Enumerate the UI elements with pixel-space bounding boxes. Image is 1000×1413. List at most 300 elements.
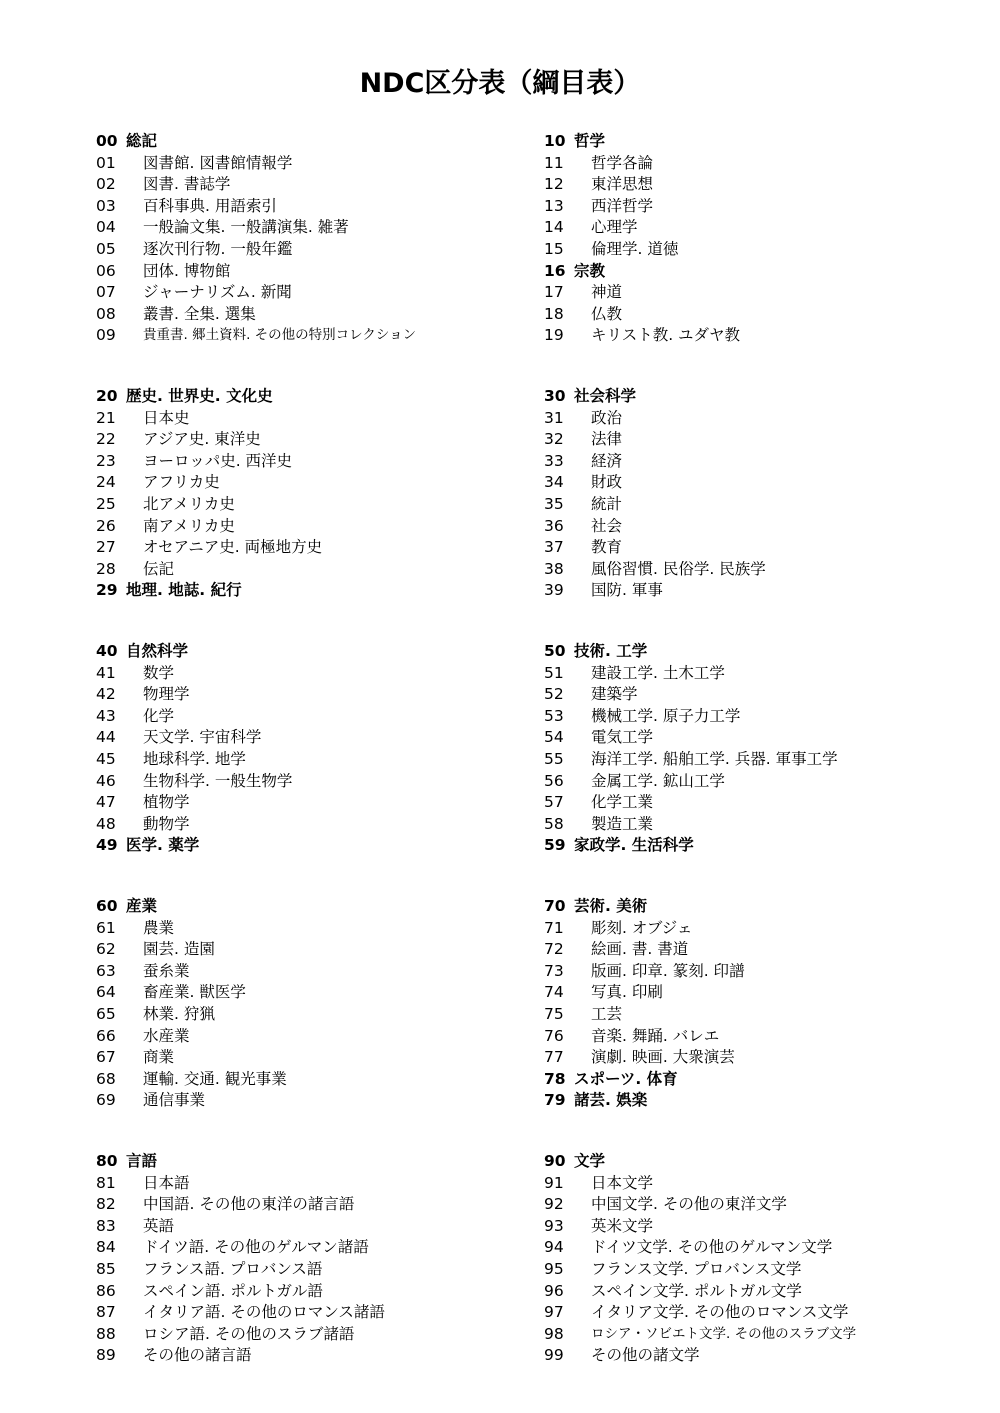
- class-row: [544, 1237, 956, 1259]
- class-label: アジア史. 東洋史: [143, 430, 261, 449]
- class-label: 水産業: [143, 1026, 190, 1045]
- class-code: 20: [96, 387, 118, 405]
- class-row: [544, 1281, 956, 1303]
- class-label: 園芸. 造園: [143, 940, 215, 959]
- class-code: 27: [96, 538, 116, 557]
- class-code: 60: [96, 897, 118, 915]
- class-code: 25: [96, 494, 116, 513]
- class-row: [96, 217, 544, 239]
- class-label: 海洋工学. 船舶工学. 兵器. 軍事工学: [591, 749, 838, 768]
- class-code: 47: [96, 793, 116, 812]
- class-code: 71: [544, 918, 564, 937]
- class-code: 38: [544, 559, 564, 578]
- class-code: 34: [544, 473, 564, 492]
- class-code: 03: [96, 196, 116, 215]
- class-code: 33: [544, 451, 564, 470]
- class-row: [96, 1345, 544, 1367]
- class-code: 00: [96, 132, 118, 150]
- class-label: 演劇. 映画. 大衆演芸: [591, 1048, 735, 1067]
- class-row: [544, 537, 956, 559]
- class-label: イタリア文学. その他のロマンス文学: [591, 1303, 849, 1322]
- class-heading-row: [96, 580, 544, 602]
- class-heading-row: [96, 386, 544, 408]
- class-row: [96, 282, 544, 304]
- class-row: [96, 727, 544, 749]
- class-row: [544, 174, 956, 196]
- class-label: アフリカ史: [143, 473, 220, 492]
- class-row: [96, 559, 544, 581]
- class-block: [96, 1151, 544, 1406]
- class-row: [96, 1216, 544, 1238]
- class-code: 69: [96, 1091, 116, 1110]
- class-code: 68: [96, 1069, 116, 1088]
- class-code: 40: [96, 642, 118, 660]
- class-label: 植物学: [143, 793, 190, 812]
- class-row: [544, 982, 956, 1004]
- class-code: 06: [96, 261, 116, 280]
- class-heading-row: [544, 261, 956, 283]
- class-label: 東洋思想: [591, 175, 654, 194]
- class-code: 16: [544, 261, 566, 280]
- class-code: 66: [96, 1026, 116, 1045]
- class-code: 26: [96, 516, 116, 535]
- class-code: 51: [544, 663, 564, 682]
- class-code: 28: [96, 559, 116, 578]
- class-code: 82: [96, 1195, 116, 1214]
- class-row: [544, 1194, 956, 1216]
- class-label: 動物学: [143, 814, 190, 833]
- class-row: [96, 1090, 544, 1112]
- class-label: 南アメリカ史: [143, 516, 235, 535]
- class-label: 宗教: [574, 261, 606, 280]
- class-row: [544, 771, 956, 793]
- class-code: 46: [96, 771, 116, 790]
- class-code: 04: [96, 218, 116, 237]
- class-label: フランス文学. プロバンス文学: [591, 1259, 802, 1278]
- class-row: [96, 1173, 544, 1195]
- class-label: 版画. 印章. 篆刻. 印譜: [591, 961, 745, 980]
- class-label: 哲学各論: [591, 153, 654, 172]
- class-code: 57: [544, 793, 564, 812]
- class-code: 92: [544, 1195, 564, 1214]
- class-code: 53: [544, 706, 564, 725]
- class-heading-row: [544, 641, 956, 663]
- class-code: 42: [96, 685, 116, 704]
- class-label: 社会科学: [574, 387, 637, 405]
- class-label: その他の諸言語: [143, 1346, 252, 1365]
- class-code: 23: [96, 451, 116, 470]
- class-row: [96, 494, 544, 516]
- class-label: 天文学. 宇宙科学: [143, 728, 262, 747]
- class-label: 家政学. 生活科学: [574, 836, 694, 855]
- class-code: 95: [544, 1259, 564, 1278]
- class-label: スポーツ. 体育: [574, 1069, 678, 1088]
- class-row: [96, 1259, 544, 1281]
- class-code: 24: [96, 473, 116, 492]
- class-row: [544, 1047, 956, 1069]
- class-label: 社会: [591, 516, 623, 535]
- class-label: 経済: [591, 451, 623, 470]
- class-code: 62: [96, 940, 116, 959]
- class-heading-row: [544, 1069, 956, 1091]
- class-label: 北アメリカ史: [143, 494, 235, 513]
- class-code: 80: [96, 1152, 118, 1170]
- class-code: 54: [544, 728, 564, 747]
- class-row: [96, 792, 544, 814]
- class-label: 物理学: [143, 685, 190, 704]
- class-code: 81: [96, 1173, 116, 1192]
- class-label: 図書. 書誌学: [143, 175, 231, 194]
- class-code: 32: [544, 430, 564, 449]
- class-code: 89: [96, 1346, 116, 1365]
- class-code: 64: [96, 983, 116, 1002]
- class-row: [96, 408, 544, 430]
- class-code: 73: [544, 961, 564, 980]
- class-label: 商業: [143, 1048, 175, 1067]
- class-block: [544, 641, 956, 896]
- class-code: 91: [544, 1173, 564, 1192]
- class-heading-row: [544, 386, 956, 408]
- class-code: 97: [544, 1303, 564, 1322]
- class-label: 法律: [591, 430, 623, 449]
- class-code: 48: [96, 814, 116, 833]
- class-block: [544, 896, 956, 1151]
- class-row: [96, 939, 544, 961]
- class-row: [544, 1026, 956, 1048]
- class-code: 15: [544, 239, 564, 258]
- class-label: 化学工業: [591, 793, 654, 812]
- class-heading-row: [544, 1090, 956, 1112]
- class-row: [544, 451, 956, 473]
- class-code: 31: [544, 408, 564, 427]
- class-code: 86: [96, 1281, 116, 1300]
- class-label: ドイツ語. その他のゲルマン諸語: [143, 1238, 369, 1257]
- class-heading-row: [96, 896, 544, 918]
- class-block: [96, 641, 544, 896]
- class-row: [544, 429, 956, 451]
- class-row: [96, 451, 544, 473]
- class-label: 西洋哲学: [591, 196, 654, 215]
- class-row: [544, 792, 956, 814]
- class-row: [96, 429, 544, 451]
- class-row: [544, 1324, 956, 1346]
- class-code: 84: [96, 1238, 116, 1257]
- class-row: [96, 472, 544, 494]
- class-label: 図書館. 図書館情報学: [143, 153, 293, 172]
- class-row: [544, 217, 956, 239]
- class-label: 叢書. 全集. 選集: [143, 304, 256, 323]
- class-code: 76: [544, 1026, 564, 1045]
- class-heading-row: [96, 131, 544, 153]
- class-row: [96, 196, 544, 218]
- class-label: 数学: [143, 663, 175, 682]
- class-heading-row: [544, 1151, 956, 1173]
- class-row: [96, 814, 544, 836]
- class-code: 67: [96, 1048, 116, 1067]
- class-row: [544, 939, 956, 961]
- class-code: 10: [544, 132, 566, 150]
- class-label: ヨーロッパ史. 西洋史: [143, 451, 293, 470]
- class-row: [96, 1194, 544, 1216]
- class-label: 心理学: [591, 218, 638, 237]
- class-row: [96, 304, 544, 326]
- class-code: 55: [544, 749, 564, 768]
- class-label: オセアニア史. 両極地方史: [143, 538, 323, 557]
- class-label: 金属工学. 鉱山工学: [591, 771, 725, 790]
- class-heading-row: [544, 835, 956, 857]
- class-row: [96, 1004, 544, 1026]
- class-code: 77: [544, 1048, 564, 1067]
- class-code: 39: [544, 581, 564, 600]
- class-row: [96, 982, 544, 1004]
- class-label: 財政: [591, 473, 623, 492]
- class-code: 22: [96, 430, 116, 449]
- class-label: ジャーナリズム. 新聞: [143, 283, 292, 302]
- class-code: 74: [544, 983, 564, 1002]
- class-heading-row: [96, 1151, 544, 1173]
- class-label: 倫理学. 道徳: [591, 239, 679, 258]
- class-code: 50: [544, 642, 566, 660]
- class-code: 08: [96, 304, 116, 323]
- class-row: [96, 961, 544, 983]
- class-row: [544, 706, 956, 728]
- class-label: 一般論文集. 一般講演集. 雑著: [143, 218, 349, 237]
- class-block: [96, 896, 544, 1151]
- class-label: 言語: [126, 1152, 158, 1170]
- class-label: 建築学: [591, 685, 638, 704]
- class-label: 機械工学. 原子力工学: [591, 706, 741, 725]
- class-code: 78: [544, 1069, 566, 1088]
- class-code: 14: [544, 218, 564, 237]
- class-code: 02: [96, 175, 116, 194]
- class-row: [96, 153, 544, 175]
- class-row: [544, 1004, 956, 1026]
- class-row: [544, 239, 956, 261]
- class-row: [544, 559, 956, 581]
- class-row: [544, 663, 956, 685]
- class-row: [96, 771, 544, 793]
- class-label: 日本文学: [591, 1173, 654, 1192]
- class-label: 教育: [591, 538, 623, 557]
- class-heading-row: [544, 896, 956, 918]
- class-label: 蚕糸業: [143, 961, 190, 980]
- class-block: [544, 386, 956, 641]
- class-code: 83: [96, 1216, 116, 1235]
- class-label: 運輸. 交通. 観光事業: [143, 1069, 287, 1088]
- class-label: 仏教: [591, 304, 623, 323]
- class-row: [96, 1237, 544, 1259]
- class-row: [544, 1173, 956, 1195]
- class-row: [96, 918, 544, 940]
- class-label: ロシア語. その他のスラブ諸語: [143, 1324, 355, 1343]
- class-code: 07: [96, 283, 116, 302]
- class-code: 45: [96, 749, 116, 768]
- class-code: 01: [96, 153, 116, 172]
- class-label: 彫刻. オブジェ: [591, 918, 693, 937]
- class-code: 98: [544, 1324, 564, 1343]
- class-row: [544, 304, 956, 326]
- class-row: [544, 814, 956, 836]
- page-title: NDC区分表（綱目表）: [359, 68, 641, 99]
- class-row: [96, 749, 544, 771]
- class-block: [96, 386, 544, 641]
- class-label: その他の諸文学: [591, 1346, 700, 1365]
- class-code: 59: [544, 836, 566, 855]
- class-label: 百科事典. 用語索引: [143, 196, 277, 215]
- class-code: 30: [544, 387, 566, 405]
- class-code: 37: [544, 538, 564, 557]
- class-code: 09: [96, 326, 116, 345]
- classification-grid: [96, 131, 956, 1406]
- class-row: [544, 494, 956, 516]
- class-code: 61: [96, 918, 116, 937]
- class-row: [96, 239, 544, 261]
- class-row: [544, 727, 956, 749]
- class-code: 18: [544, 304, 564, 323]
- class-label: 農業: [143, 918, 175, 937]
- class-code: 90: [544, 1152, 566, 1170]
- class-code: 63: [96, 961, 116, 980]
- class-code: 79: [544, 1091, 566, 1110]
- class-row: [544, 918, 956, 940]
- class-code: 17: [544, 283, 564, 302]
- class-code: 05: [96, 239, 116, 258]
- class-label: 中国語. その他の東洋の諸言語: [143, 1195, 355, 1214]
- class-row: [96, 1047, 544, 1069]
- class-label: 写真. 印刷: [591, 983, 663, 1002]
- class-row: [544, 684, 956, 706]
- class-label: 芸術. 美術: [574, 897, 648, 915]
- class-code: 43: [96, 706, 116, 725]
- class-label: 畜産業. 獣医学: [143, 983, 246, 1002]
- class-row: [544, 516, 956, 538]
- class-label: 化学: [143, 706, 175, 725]
- class-code: 85: [96, 1259, 116, 1278]
- class-label: 絵画. 書. 書道: [591, 940, 689, 959]
- class-row: [96, 174, 544, 196]
- class-code: 29: [96, 581, 118, 600]
- class-row: [96, 706, 544, 728]
- class-code: 21: [96, 408, 116, 427]
- class-label: 医学. 薬学: [126, 836, 200, 855]
- class-row: [544, 472, 956, 494]
- class-heading-row: [544, 131, 956, 153]
- class-code: 93: [544, 1216, 564, 1235]
- class-row: [544, 1216, 956, 1238]
- class-label: 諸芸. 娯楽: [574, 1091, 648, 1110]
- class-label: 産業: [126, 897, 158, 915]
- class-row: [544, 153, 956, 175]
- class-row: [96, 261, 544, 283]
- class-code: 36: [544, 516, 564, 535]
- class-row: [544, 961, 956, 983]
- class-label: 貴重書. 郷土資料. その他の特別コレクション: [143, 327, 417, 344]
- class-label: スペイン文学. ポルトガル文学: [591, 1281, 802, 1300]
- class-code: 19: [544, 326, 564, 345]
- class-label: 音楽. 舞踊. バレエ: [591, 1026, 720, 1045]
- class-row: [96, 663, 544, 685]
- class-code: 75: [544, 1004, 564, 1023]
- class-row: [544, 408, 956, 430]
- class-label: 日本史: [143, 408, 190, 427]
- class-heading-row: [96, 835, 544, 857]
- class-label: 政治: [591, 408, 623, 427]
- class-row: [544, 1345, 956, 1367]
- class-row: [96, 1026, 544, 1048]
- class-code: 70: [544, 897, 566, 915]
- class-row: [544, 1259, 956, 1281]
- class-label: 団体. 博物館: [143, 261, 231, 280]
- class-code: 52: [544, 685, 564, 704]
- class-code: 12: [544, 175, 564, 194]
- class-code: 72: [544, 940, 564, 959]
- class-label: 林業. 狩猟: [143, 1004, 215, 1023]
- class-code: 65: [96, 1004, 116, 1023]
- class-code: 35: [544, 494, 564, 513]
- class-label: 日本語: [143, 1173, 190, 1192]
- class-code: 11: [544, 153, 564, 172]
- class-label: フランス語. プロバンス語: [143, 1259, 323, 1278]
- class-label: 伝記: [143, 559, 175, 578]
- class-label: 統計: [591, 494, 623, 513]
- class-label: 総記: [126, 132, 158, 150]
- class-label: 哲学: [574, 132, 606, 150]
- class-row: [544, 1302, 956, 1324]
- class-block: [544, 131, 956, 386]
- class-code: 96: [544, 1281, 564, 1300]
- class-row: [96, 684, 544, 706]
- class-label: イタリア語. その他のロマンス諸語: [143, 1303, 385, 1322]
- class-label: 技術. 工学: [574, 642, 648, 660]
- class-row: [96, 537, 544, 559]
- class-row: [544, 749, 956, 771]
- class-row: [96, 325, 544, 347]
- class-label: 建設工学. 土木工学: [591, 663, 725, 682]
- class-code: 13: [544, 196, 564, 215]
- class-label: 自然科学: [126, 642, 189, 660]
- class-label: ドイツ文学. その他のゲルマン文学: [591, 1238, 833, 1257]
- class-label: 地球科学. 地学: [143, 749, 246, 768]
- class-code: 94: [544, 1238, 564, 1257]
- class-label: キリスト教. ユダヤ教: [591, 326, 741, 345]
- class-code: 44: [96, 728, 116, 747]
- class-label: 歴史. 世界史. 文化史: [126, 387, 273, 405]
- class-row: [96, 1302, 544, 1324]
- class-row: [544, 282, 956, 304]
- class-label: 生物科学. 一般生物学: [143, 771, 293, 790]
- class-row: [96, 1281, 544, 1303]
- class-code: 87: [96, 1303, 116, 1322]
- class-label: 神道: [591, 283, 623, 302]
- class-code: 88: [96, 1324, 116, 1343]
- class-label: 国防. 軍事: [591, 581, 663, 600]
- class-code: 99: [544, 1346, 564, 1365]
- class-code: 49: [96, 836, 118, 855]
- class-label: 電気工学: [591, 728, 654, 747]
- class-label: 工芸: [591, 1004, 623, 1023]
- class-block: [96, 131, 544, 386]
- class-code: 56: [544, 771, 564, 790]
- class-row: [96, 1324, 544, 1346]
- class-label: 英米文学: [591, 1216, 654, 1235]
- class-row: [96, 516, 544, 538]
- class-row: [96, 1069, 544, 1091]
- class-label: ロシア・ソビエト文学. その他のスラブ文学: [591, 1325, 857, 1342]
- class-label: 中国文学. その他の東洋文学: [591, 1195, 787, 1214]
- class-row: [544, 325, 956, 347]
- class-heading-row: [96, 641, 544, 663]
- class-code: 41: [96, 663, 116, 682]
